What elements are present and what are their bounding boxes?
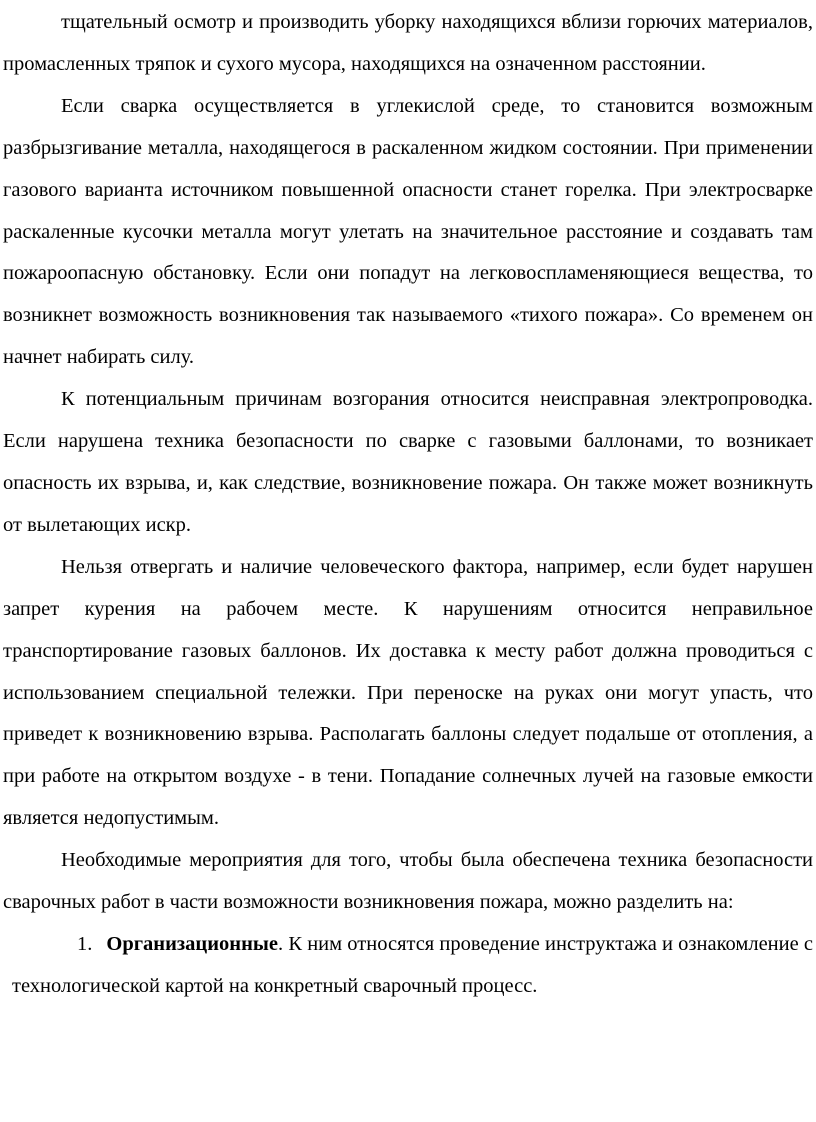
list-item-text: . К ним относятся проведение инструктажа и ознакомление с технологической картой на конкретный сварочный процесс. [12,932,813,997]
paragraph-human-factor: Нельзя отвергать и наличие человеческого фактора, например, если будет нарушен запрет курения на рабочем месте. К нарушениям относится неправильное транспортирование газовых баллонов. Их доставка к месту работ должна проводиться с использованием специальной тележки. При переноске на руках они могут упасть, что приведет к возникновению взрыва. Располагать баллоны следует подальше от отопления, а при работе на открытом воздухе - в тени. Попадание солнечных лучей на газовые емкости является недопустимым. [3,555,813,830]
paragraph-continuation: тщательный осмотр и производить уборку находящихся вблизи горючих материалов, промасленных тряпок и сухого мусора, находящихся на означенном расстоянии. [3,11,813,75]
paragraph-co2-welding: Если сварка осуществляется в углекислой среде, то становится возможным разбрызгивание металла, находящегося в раскаленном жидком состоянии. При применении газового варианта источником повышенной опасности станет горелка. При электросварке раскаленные кусочки металла могут улетать на значительное расстояние и создавать там пожароопасную обстановку. Если они попадут на легковоспламеняющиеся вещества, то возникнет возможность возникновения так называемого «тихого пожара». Со временем он начнет набирать силу. [3,94,813,369]
list-item-number: 1. [77,932,93,955]
list-item-term: Организационные [106,932,278,955]
list-item-organizational [3,924,813,1008]
paragraph-measures-intro: Необходимые мероприятия для того, чтобы была обеспечена техника безопасности сварочных работ в части возможности возникновения пожара, можно разделить на: [3,849,813,914]
paragraph-ignition-causes: К потенциальным причинам возгорания относится неисправная электропроводка. Если нарушена техника безопасности по сварке с газовыми баллонами, то возникает опасность их взрыва, и, как следствие, возникновение пожара. Он также может возникнуть от вылетающих искр. [3,388,813,536]
